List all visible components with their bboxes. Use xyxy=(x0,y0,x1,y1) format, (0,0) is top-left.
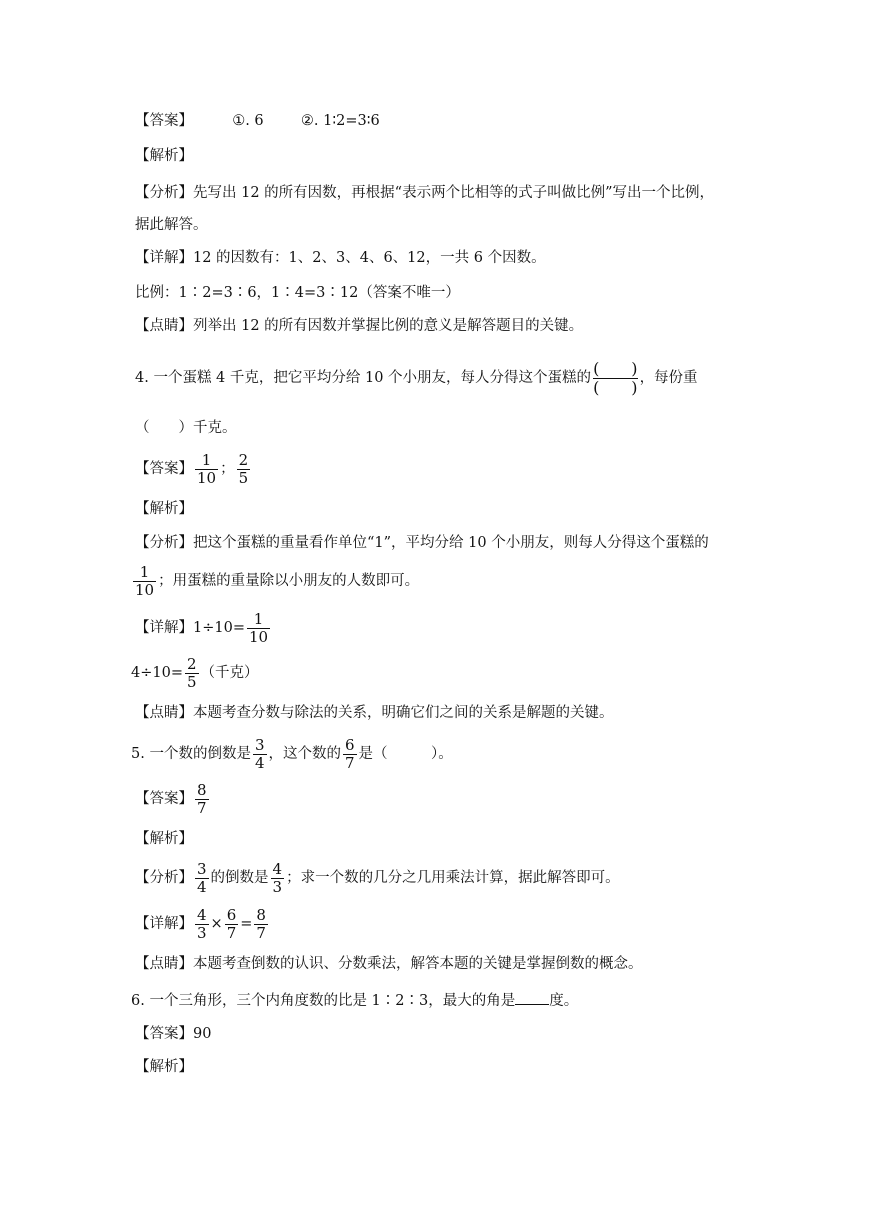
denominator: 10 xyxy=(197,468,217,487)
q4-stem-c: （ ）千克。 xyxy=(135,420,237,436)
numerator: 3 xyxy=(197,859,207,878)
fenxi-label: 【分析】 xyxy=(135,535,193,551)
dianjing-label: 【点睛】 xyxy=(135,705,193,721)
q5-fraction-2 xyxy=(343,737,357,772)
times-sign: × xyxy=(210,916,223,932)
answer-fraction-1 xyxy=(195,452,218,487)
xiangjie-fraction xyxy=(247,611,270,646)
numerator: 4 xyxy=(272,859,283,878)
xiangjie-label: 【详解】 xyxy=(135,620,193,636)
denominator: 10 xyxy=(135,580,155,599)
q5-stem-b: ，这个数的 xyxy=(268,746,341,762)
denominator: 4 xyxy=(197,877,207,896)
q6-stem-line xyxy=(131,990,578,1011)
answer-label: 【答案】 xyxy=(135,461,193,477)
answer-fraction xyxy=(195,782,209,817)
q3-analysis-label: 【解析】 xyxy=(135,148,193,164)
calc2-expr: 4÷10= xyxy=(131,665,183,681)
dianjing-text: 列举出 12 的所有因数并掌握比例的意义是解答题目的关键。 xyxy=(193,318,584,334)
xiangjie-text: 12 的因数有：1、2、3、4、6、12，一共 6 个因数。 xyxy=(193,250,546,266)
q5-stem-c: 是（ ）。 xyxy=(358,746,453,762)
numerator: 4 xyxy=(197,905,207,924)
denominator: 4 xyxy=(254,753,265,772)
calc2-fraction xyxy=(185,656,199,691)
q5-xiangjie-line xyxy=(135,902,270,946)
blank-denominator: ( ) xyxy=(593,377,638,397)
q3-fenxi-line2: 据此解答。 xyxy=(135,217,208,233)
answer-label: 【答案】 xyxy=(135,1026,193,1042)
numerator: 8 xyxy=(256,905,266,924)
fenxi-fraction-2 xyxy=(271,861,285,896)
q3-answer-line xyxy=(135,111,380,131)
fenxi-text-2: ；用蛋糕的重量除以小朋友的人数即可。 xyxy=(158,573,420,589)
q5-dianjing-line xyxy=(135,954,643,974)
answer-label: 【答案】 xyxy=(135,791,193,807)
fenxi-fraction xyxy=(133,564,156,599)
q5-stem-a: 5. 一个数的倒数是 xyxy=(131,746,251,762)
fenxi-label: 【分析】 xyxy=(135,870,193,886)
fenxi-fraction-1 xyxy=(195,861,209,896)
answer-item-1: ①. 6 xyxy=(232,113,264,129)
fenxi-mid: 的倒数是 xyxy=(210,870,269,886)
q4-analysis-label: 【解析】 xyxy=(135,501,193,517)
numerator: 6 xyxy=(226,905,237,924)
numerator: 1 xyxy=(133,564,156,582)
xj-fraction-2 xyxy=(225,907,239,942)
answer-separator: ； xyxy=(220,461,235,477)
q3-xiangjie-line xyxy=(135,248,546,268)
q4-xiangjie-line xyxy=(135,606,272,650)
q3-dianjing-line xyxy=(135,316,583,336)
fenxi-text: 把这个蛋糕的重量看作单位“1”，平均分给 10 个小朋友，则每人分得这个蛋糕的 xyxy=(193,535,709,551)
fenxi-text: 先写出 12 的所有因数，再根据“表示两个比相等的式子叫做比例”写出一个比例， xyxy=(193,185,714,201)
dianjing-text: 本题考查倒数的认识、分数乘法，解答本题的关键是掌握倒数的概念。 xyxy=(193,956,643,972)
denominator: 5 xyxy=(238,468,249,487)
q5-analysis-label: 【解析】 xyxy=(135,831,193,847)
q3-bili-line: 比例：1∶2=3∶6，1∶4=3∶12（答案不唯一） xyxy=(135,285,460,301)
denominator: 7 xyxy=(345,753,355,772)
q4-dianjing-line xyxy=(135,703,614,723)
q4-fenxi-line2 xyxy=(131,559,419,603)
xiangjie-label: 【详解】 xyxy=(135,250,193,266)
numerator: 2 xyxy=(186,654,197,673)
q3-fenxi-line1 xyxy=(135,183,714,203)
numerator: 2 xyxy=(238,450,249,469)
q5-fenxi-line xyxy=(135,856,620,900)
q4-stem-b: ，每份重 xyxy=(639,370,698,386)
q6-stem-a: 6. 一个三角形，三个内角度数的比是 1∶2∶3，最大的角是 xyxy=(131,993,516,1009)
fenxi-tail: ；求一个数的几分之几用乘法计算，据此解答即可。 xyxy=(286,870,620,886)
q5-answer-line xyxy=(135,777,211,821)
denominator: 3 xyxy=(272,877,283,896)
numerator: 8 xyxy=(197,780,207,799)
xiangjie-expr: 1÷10= xyxy=(193,620,245,636)
q5-stem-line xyxy=(131,732,453,776)
q4-stem-line xyxy=(135,354,698,402)
answer-blank-underline xyxy=(515,990,549,1005)
q4-blank-fraction xyxy=(593,360,638,397)
fenxi-label: 【分析】 xyxy=(135,185,193,201)
denominator: 5 xyxy=(186,672,197,691)
blank-numerator: ( ) xyxy=(593,358,638,378)
q4-stem-a: 4. 一个蛋糕 4 千克，把它平均分给 10 个小朋友，每人分得这个蛋糕的 xyxy=(135,370,592,386)
q4-answer-line xyxy=(135,447,252,491)
denominator: 10 xyxy=(248,627,269,646)
q4-calc2-line xyxy=(131,651,259,695)
answer-fraction-2 xyxy=(237,452,251,487)
equals-sign: = xyxy=(240,916,253,932)
q6-answer-line xyxy=(135,1024,211,1044)
numerator: 3 xyxy=(254,735,265,754)
numerator: 1 xyxy=(195,452,218,470)
dianjing-label: 【点睛】 xyxy=(135,956,193,972)
q6-analysis-label: 【解析】 xyxy=(135,1059,193,1075)
q4-fenxi-line1 xyxy=(135,533,709,553)
answer-value: 90 xyxy=(193,1026,212,1042)
calc2-unit: （千克） xyxy=(200,665,259,681)
xj-fraction-3 xyxy=(254,907,268,942)
xj-fraction-1 xyxy=(195,907,209,942)
denominator: 7 xyxy=(197,798,207,817)
q6-stem-b: 度。 xyxy=(549,993,579,1009)
denominator: 3 xyxy=(197,923,207,942)
denominator: 7 xyxy=(226,923,237,942)
dianjing-text: 本题考查分数与除法的关系，明确它们之间的关系是解题的关键。 xyxy=(193,705,614,721)
denominator: 7 xyxy=(256,923,266,942)
numerator: 1 xyxy=(247,611,270,629)
dianjing-label: 【点睛】 xyxy=(135,318,193,334)
numerator: 6 xyxy=(345,735,355,754)
q5-fraction-1 xyxy=(253,737,267,772)
xiangjie-label: 【详解】 xyxy=(135,916,193,932)
answer-item-2: ②. 1∶2=3∶6 xyxy=(300,113,380,129)
answer-label: 【答案】 xyxy=(135,113,193,129)
